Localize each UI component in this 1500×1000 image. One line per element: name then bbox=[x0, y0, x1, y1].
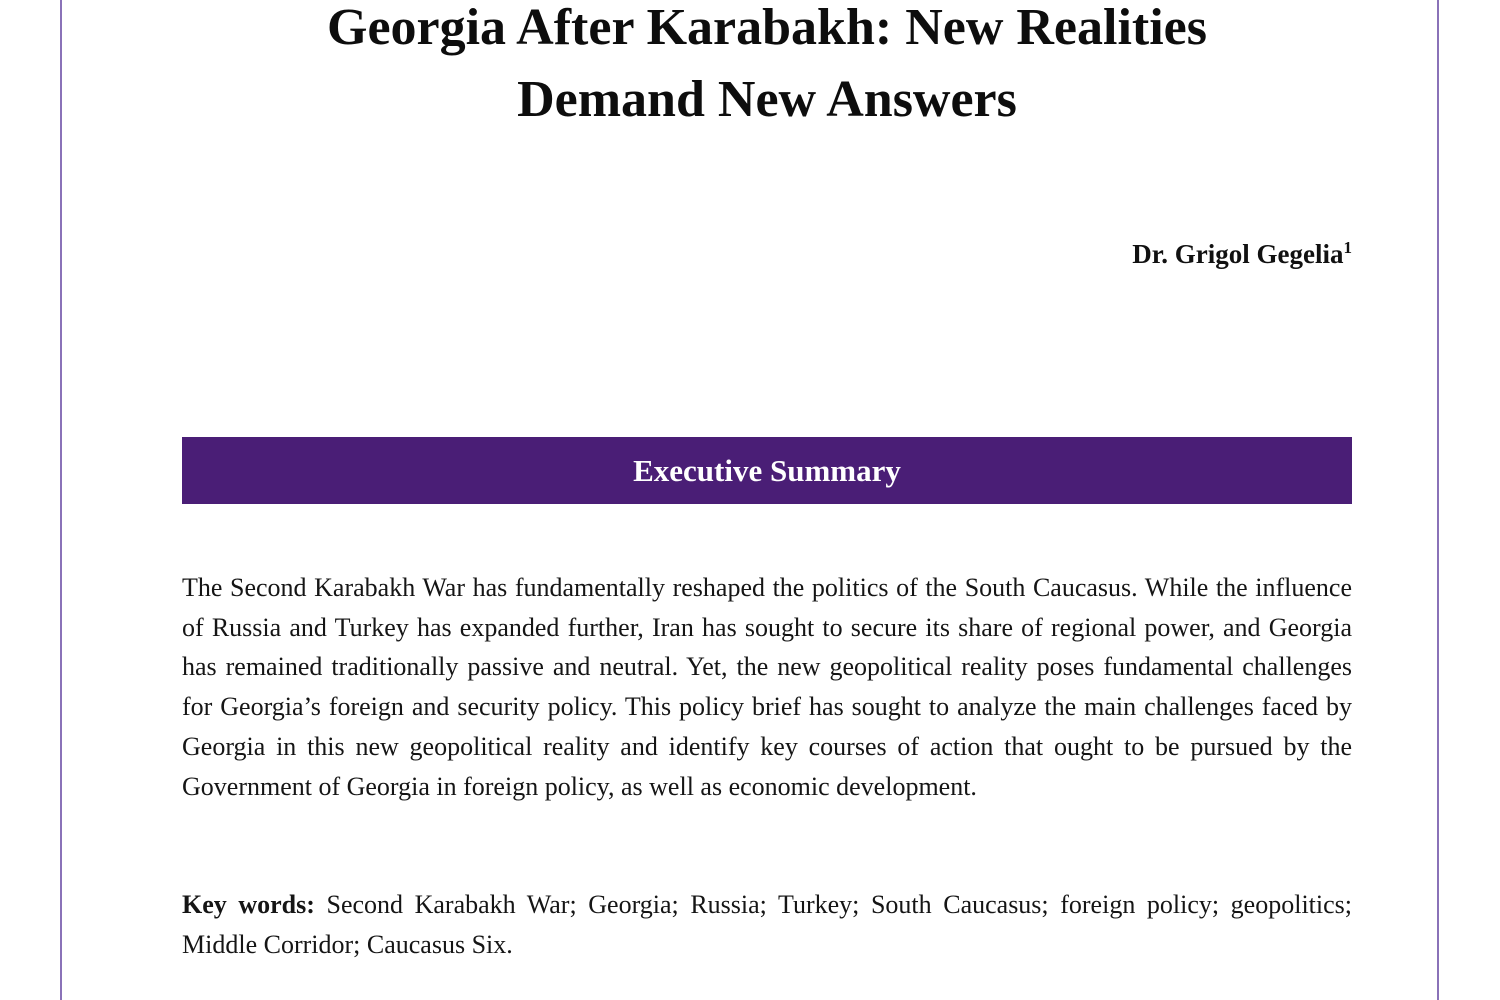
executive-summary-banner bbox=[182, 437, 1352, 504]
page-border-right bbox=[1437, 0, 1439, 1000]
keywords-list: Second Karabakh War; Georgia; Russia; Turkey; South Caucasus; foreign policy; geopolitics; Middle Corridor; Caucasus Six. bbox=[182, 890, 1353, 959]
author-byline bbox=[900, 234, 1352, 274]
footnote-mark: 1 bbox=[1343, 238, 1352, 257]
page-border-left bbox=[60, 0, 62, 1000]
executive-summary-paragraph: The Second Karabakh War has fundamentally reshaped the politics of the South Caucasus. While the influence of Russia and Turkey has expanded further, Iran has sought to secure its share of regional power, and Georgia has remained traditionally passive and neutral. Yet, the new geopolitical reality poses fundamental challenges for Georgia’s foreign and security policy. This policy brief has sought to analyze the main challenges faced by Georgia in this new geopolitical reality and identify key courses of action that ought to be pursued by the Government of Georgia in foreign policy, as well as economic development. bbox=[182, 573, 1352, 801]
title-line-1: Georgia After Karabakh: New Realities bbox=[327, 0, 1207, 56]
keywords-paragraph bbox=[182, 885, 1352, 964]
title-line-2: Demand New Answers bbox=[517, 71, 1017, 128]
keywords-label: Key words: bbox=[182, 890, 315, 919]
document-title bbox=[182, 0, 1352, 136]
author-name: Dr. Grigol Gegelia bbox=[1132, 239, 1344, 269]
executive-summary-heading: Executive Summary bbox=[633, 452, 901, 488]
